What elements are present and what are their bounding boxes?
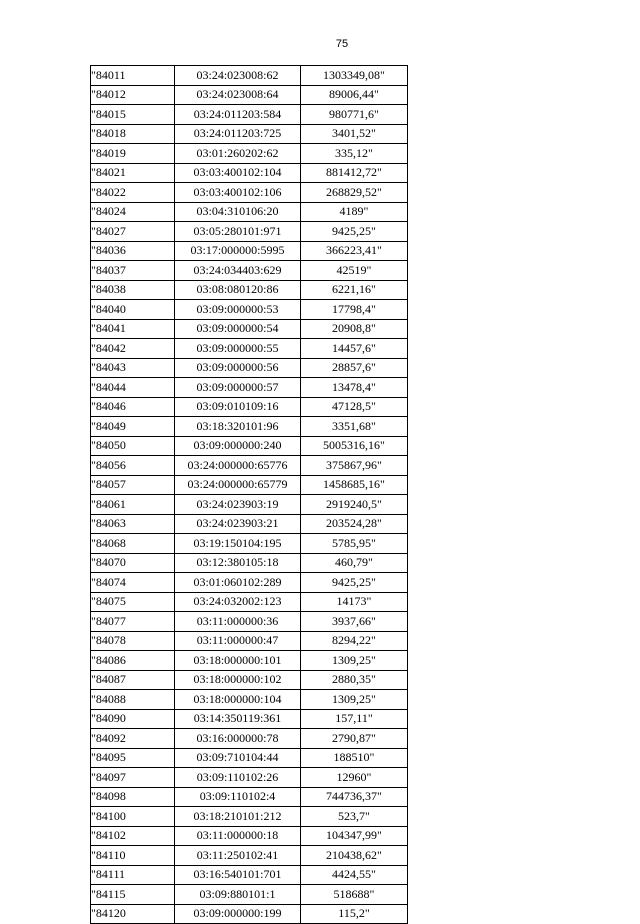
record-id-cell: "84046 [91,397,175,417]
value-cell: 20908,8" [301,319,408,339]
cadastral-number-cell: 03:09:110102:26 [175,768,301,788]
record-id-cell: "84057 [91,475,175,495]
record-id-cell: "84075 [91,592,175,612]
cadastral-number-cell: 03:19:150104:195 [175,534,301,554]
table-row [91,534,408,554]
value-cell: 375867,96" [301,456,408,476]
value-cell: 89006,44" [301,85,408,105]
cadastral-number-cell: 03:16:000000:78 [175,729,301,749]
value-cell: 9425,25" [301,573,408,593]
cadastral-number-cell: 03:18:210101:212 [175,807,301,827]
cadastral-number-cell: 03:05:280101:971 [175,222,301,242]
record-id-cell: "84074 [91,573,175,593]
record-id-cell: "84095 [91,748,175,768]
table-row [91,300,408,320]
value-cell: 12960" [301,768,408,788]
table-row [91,846,408,866]
table-row [91,690,408,710]
record-id-cell: "84092 [91,729,175,749]
table-row [91,163,408,183]
cadastral-number-cell: 03:24:032002:123 [175,592,301,612]
value-cell: 1458685,16" [301,475,408,495]
cadastral-number-cell: 03:09:000000:53 [175,300,301,320]
record-id-cell: "84043 [91,358,175,378]
table-row [91,339,408,359]
cadastral-number-cell: 03:24:023903:21 [175,514,301,534]
cadastral-number-cell: 03:17:000000:5995 [175,241,301,261]
value-cell: 268829,52" [301,183,408,203]
cadastral-number-cell: 03:24:023008:64 [175,85,301,105]
record-id-cell: "84044 [91,378,175,398]
cadastral-number-cell: 03:18:320101:96 [175,417,301,437]
page-number: 75 [335,38,349,50]
table-row [91,183,408,203]
data-table [90,65,408,924]
table-row [91,768,408,788]
record-id-cell: "84061 [91,495,175,515]
record-id-cell: "84098 [91,787,175,807]
value-cell: 115,2" [301,904,408,924]
cadastral-number-cell: 03:09:710104:44 [175,748,301,768]
value-cell: 47128,5" [301,397,408,417]
cadastral-number-cell: 03:09:000000:55 [175,339,301,359]
table-row [91,456,408,476]
cadastral-number-cell: 03:09:000000:240 [175,436,301,456]
cadastral-number-cell: 03:16:540101:701 [175,865,301,885]
record-id-cell: "84115 [91,885,175,905]
value-cell: 366223,41" [301,241,408,261]
record-id-cell: "84068 [91,534,175,554]
table-row [91,553,408,573]
record-id-cell: "84050 [91,436,175,456]
value-cell: 881412,72" [301,163,408,183]
value-cell: 335,12" [301,144,408,164]
value-cell: 5785,95" [301,534,408,554]
table-row [91,202,408,222]
cadastral-number-cell: 03:24:000000:65776 [175,456,301,476]
cadastral-number-cell: 03:09:000000:199 [175,904,301,924]
value-cell: 8294,22" [301,631,408,651]
value-cell: 3401,52" [301,124,408,144]
value-cell: 518688" [301,885,408,905]
table-row [91,475,408,495]
table-row [91,222,408,242]
table-row [91,514,408,534]
table-row [91,144,408,164]
table-row [91,261,408,281]
record-id-cell: "84041 [91,319,175,339]
value-cell: 523,7" [301,807,408,827]
cadastral-number-cell: 03:12:380105:18 [175,553,301,573]
table-row [91,85,408,105]
cadastral-number-cell: 03:18:000000:101 [175,651,301,671]
record-id-cell: "84012 [91,85,175,105]
table-row [91,885,408,905]
cadastral-number-cell: 03:11:000000:36 [175,612,301,632]
cadastral-number-cell: 03:03:400102:106 [175,183,301,203]
table-row [91,748,408,768]
cadastral-number-cell: 03:09:000000:54 [175,319,301,339]
value-cell: 14173" [301,592,408,612]
record-id-cell: "84070 [91,553,175,573]
value-cell: 188510" [301,748,408,768]
table-row [91,865,408,885]
table-row [91,807,408,827]
record-id-cell: "84087 [91,670,175,690]
value-cell: 1303349,08" [301,66,408,86]
table-row [91,105,408,125]
value-cell: 6221,16" [301,280,408,300]
table-row [91,670,408,690]
cadastral-number-cell: 03:18:000000:102 [175,670,301,690]
table-row [91,904,408,924]
value-cell: 157,11" [301,709,408,729]
value-cell: 4189" [301,202,408,222]
record-id-cell: "84097 [91,768,175,788]
record-id-cell: "84040 [91,300,175,320]
cadastral-number-cell: 03:18:000000:104 [175,690,301,710]
value-cell: 2919240,5" [301,495,408,515]
record-id-cell: "84022 [91,183,175,203]
table-row [91,280,408,300]
cadastral-number-cell: 03:01:260202:62 [175,144,301,164]
value-cell: 3351,68" [301,417,408,437]
record-id-cell: "84110 [91,846,175,866]
record-id-cell: "84102 [91,826,175,846]
record-id-cell: "84021 [91,163,175,183]
table-row [91,397,408,417]
table-row [91,436,408,456]
value-cell: 460,79" [301,553,408,573]
cadastral-number-cell: 03:04:310106:20 [175,202,301,222]
value-cell: 2790,87" [301,729,408,749]
value-cell: 2880,35" [301,670,408,690]
cadastral-number-cell: 03:24:023008:62 [175,66,301,86]
record-id-cell: "84015 [91,105,175,125]
cadastral-number-cell: 03:09:000000:56 [175,358,301,378]
record-id-cell: "84036 [91,241,175,261]
cadastral-number-cell: 03:14:350119:361 [175,709,301,729]
cadastral-number-cell: 03:24:034403:629 [175,261,301,281]
value-cell: 104347,99" [301,826,408,846]
table-row [91,612,408,632]
record-id-cell: "84027 [91,222,175,242]
value-cell: 28857,6" [301,358,408,378]
cadastral-number-cell: 03:01:060102:289 [175,573,301,593]
record-id-cell: "84038 [91,280,175,300]
value-cell: 980771,6" [301,105,408,125]
record-id-cell: "84018 [91,124,175,144]
value-cell: 744736,37" [301,787,408,807]
table-row [91,124,408,144]
value-cell: 5005316,16" [301,436,408,456]
cadastral-number-cell: 03:09:010109:16 [175,397,301,417]
value-cell: 17798,4" [301,300,408,320]
record-id-cell: "84111 [91,865,175,885]
record-id-cell: "84019 [91,144,175,164]
value-cell: 42519" [301,261,408,281]
record-id-cell: "84056 [91,456,175,476]
value-cell: 3937,66" [301,612,408,632]
record-id-cell: "84100 [91,807,175,827]
table-row [91,729,408,749]
record-id-cell: "84088 [91,690,175,710]
value-cell: 1309,25" [301,690,408,710]
record-id-cell: "84120 [91,904,175,924]
cadastral-number-cell: 03:24:000000:65779 [175,475,301,495]
cadastral-number-cell: 03:09:000000:57 [175,378,301,398]
cadastral-number-cell: 03:11:250102:41 [175,846,301,866]
cadastral-number-cell: 03:24:011203:725 [175,124,301,144]
table-row [91,651,408,671]
value-cell: 1309,25" [301,651,408,671]
table-row [91,319,408,339]
table-row [91,378,408,398]
value-cell: 203524,28" [301,514,408,534]
table-row [91,709,408,729]
record-id-cell: "84024 [91,202,175,222]
table-row [91,495,408,515]
record-id-cell: "84078 [91,631,175,651]
record-id-cell: "84049 [91,417,175,437]
record-id-cell: "84042 [91,339,175,359]
table-row [91,417,408,437]
value-cell: 210438,62" [301,846,408,866]
table-row [91,592,408,612]
cadastral-number-cell: 03:11:000000:47 [175,631,301,651]
cadastral-number-cell: 03:09:880101:1 [175,885,301,905]
value-cell: 14457,6" [301,339,408,359]
table-row [91,826,408,846]
cadastral-number-cell: 03:08:080120:86 [175,280,301,300]
value-cell: 4424,55" [301,865,408,885]
cadastral-number-cell: 03:11:000000:18 [175,826,301,846]
cadastral-number-cell: 03:24:011203:584 [175,105,301,125]
value-cell: 9425,25" [301,222,408,242]
record-id-cell: "84086 [91,651,175,671]
record-id-cell: "84011 [91,66,175,86]
value-cell: 13478,4" [301,378,408,398]
cadastral-number-cell: 03:09:110102:4 [175,787,301,807]
table-row [91,787,408,807]
record-id-cell: "84077 [91,612,175,632]
table-row [91,573,408,593]
record-id-cell: "84037 [91,261,175,281]
table-row [91,241,408,261]
record-id-cell: "84090 [91,709,175,729]
table-row [91,66,408,86]
cadastral-number-cell: 03:24:023903:19 [175,495,301,515]
table-row [91,358,408,378]
table-row [91,631,408,651]
record-id-cell: "84063 [91,514,175,534]
cadastral-number-cell: 03:03:400102:104 [175,163,301,183]
table-body [91,66,408,924]
